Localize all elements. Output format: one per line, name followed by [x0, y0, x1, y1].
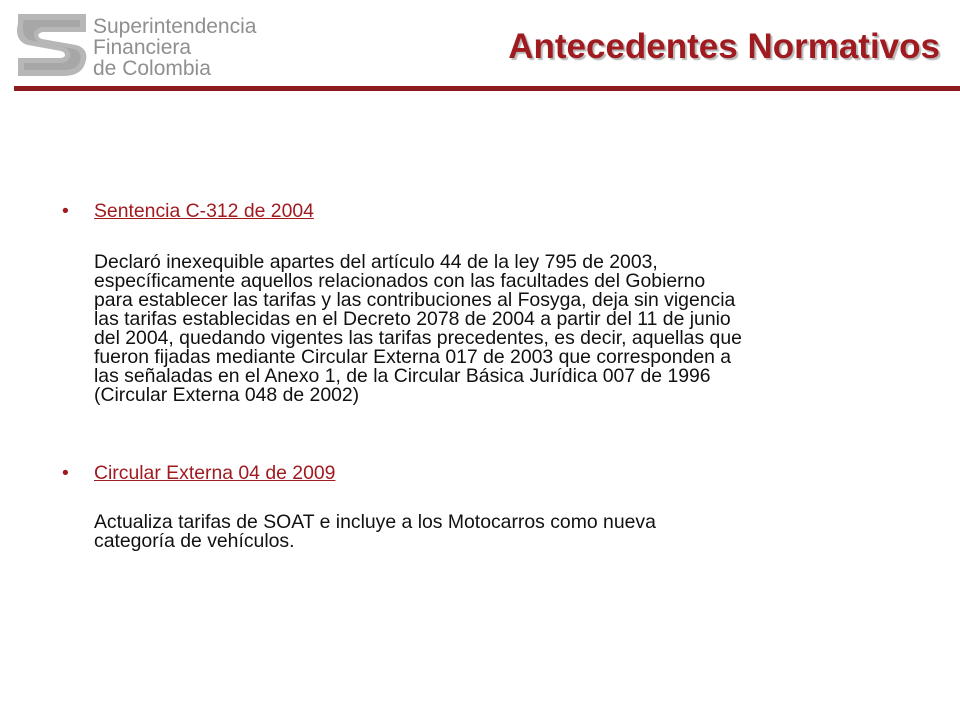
text-line: categoría de vehículos.: [94, 530, 295, 552]
text-line: Actualiza tarifas de SOAT e incluye a los Motocarros como nueva: [94, 511, 656, 533]
logo-line-3: de Colombia: [93, 57, 211, 80]
logo: [14, 10, 256, 80]
circular-link[interactable]: Circular Externa 04 de 2009: [94, 462, 336, 484]
logo-line-1: Superintendencia: [93, 15, 257, 38]
text-line: del 2004, quedando vigentes las tarifas precedentes, es decir, aquellas que: [94, 327, 742, 349]
text-line: para establecer las tarifas y las contribuciones al Fosyga, deja sin vigencia: [94, 289, 736, 311]
text-line: fueron fijadas mediante Circular Externa 017 de 2003 que corresponden a: [94, 346, 732, 368]
text-line: (Circular Externa 048 de 2002): [94, 384, 360, 406]
circular-description: [94, 513, 912, 551]
bullet: •: [62, 200, 69, 222]
list-item: [62, 200, 912, 405]
logo-line-2: Financiera: [93, 36, 192, 59]
superfinanciera-logo-icon: [14, 10, 90, 80]
bullet: •: [62, 462, 69, 484]
text-line: Declaró inexequible apartes del artículo 44 de la ley 795 de 2003,: [94, 251, 658, 273]
list-item: [62, 462, 912, 551]
logo-text: [93, 16, 256, 79]
sentencia-link[interactable]: Sentencia C-312 de 2004: [94, 200, 314, 222]
text-line: las tarifas establecidas en el Decreto 2078 de 2004 a partir del 11 de junio: [94, 308, 731, 330]
title-rule: [14, 86, 960, 91]
slide-title: Antecedentes Normativos: [508, 27, 940, 66]
text-line: las señaladas en el Anexo 1, de la Circular Básica Jurídica 007 de 1996: [94, 365, 711, 387]
sentencia-description: [94, 253, 912, 405]
text-line: específicamente aquellos relacionados con las facultades del Gobierno: [94, 270, 706, 292]
slide-content: [62, 200, 912, 551]
